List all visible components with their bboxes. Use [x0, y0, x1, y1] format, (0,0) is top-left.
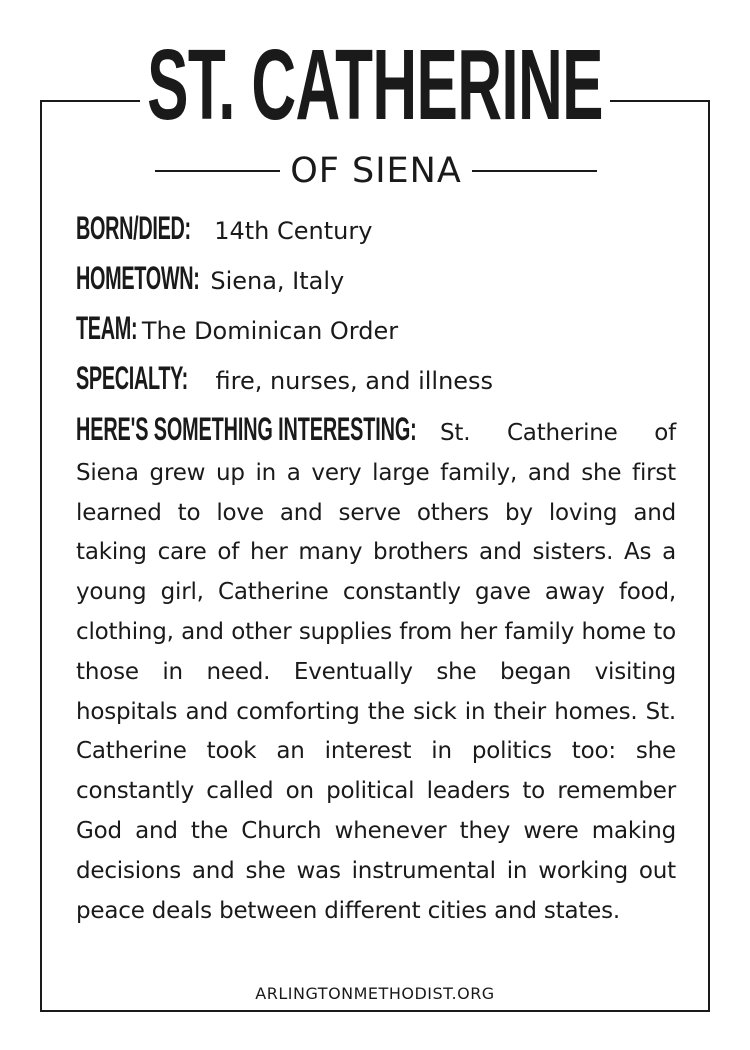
facts-list	[76, 210, 676, 410]
subtitle-left-rule	[155, 170, 280, 172]
fact-label: TEAM:	[76, 310, 138, 346]
fact-value: 14th Century	[214, 217, 373, 245]
fact-label: SPECIALTY:	[76, 360, 188, 396]
fact-hometown	[76, 260, 676, 310]
footer-url: ARLINGTONMETHODIST.ORG	[255, 984, 495, 1003]
fact-team	[76, 310, 676, 360]
card-subtitle: OF SIENA	[290, 151, 462, 191]
interesting-label-wrap	[76, 410, 440, 454]
fact-value: The Dominican Order	[141, 317, 399, 345]
fact-label: HOMETOWN:	[76, 260, 200, 296]
subtitle-right-rule	[472, 170, 597, 172]
fact-value: fire, nurses, and illness	[215, 367, 494, 395]
subtitle-row	[155, 149, 597, 193]
interesting-text: St. Catherine of Siena grew up in a very large family, and she first learned to love and serve others by loving and taking care of her many brothers and sisters. As a young girl, Catherine constantly gave away food, clothing, and other supplies from her family home to those in need. Eventually she began visiting hospitals and comforting the sick in their homes. St. Catherine took an interest in politics too: she constantly called on political leaders to remember God and the Church whenever they were making decisions and she was instrumental in working out peace deals between different cities and states.	[76, 420, 676, 924]
fact-label: BORN/DIED:	[76, 210, 191, 246]
fact-specialty	[76, 360, 676, 410]
interesting-label: HERE'S SOMETHING INTERESTING:	[76, 411, 417, 447]
fact-value: Siena, Italy	[210, 267, 345, 295]
fact-born-died	[76, 210, 676, 260]
card-title: ST. CATHERINE	[147, 29, 603, 141]
interesting-paragraph	[76, 410, 676, 931]
